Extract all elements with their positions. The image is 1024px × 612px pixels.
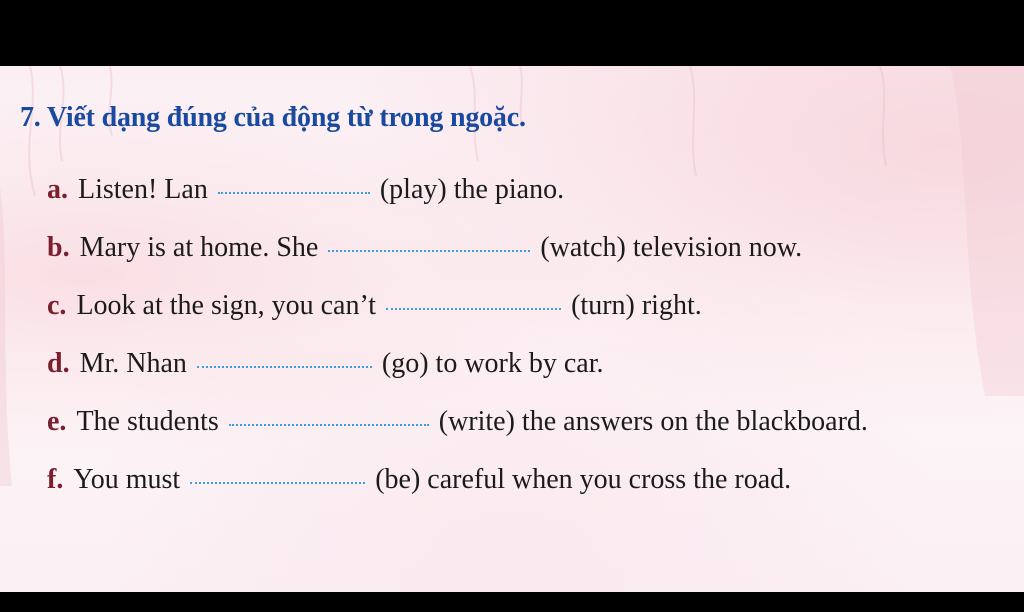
exercise-item-e bbox=[47, 406, 868, 438]
item-text-after: (turn) right. bbox=[571, 290, 702, 321]
bottom-letterbox bbox=[0, 592, 1024, 612]
background-decoration bbox=[0, 66, 1024, 592]
item-text-after: (go) to work by car. bbox=[381, 348, 604, 379]
answer-blank bbox=[197, 364, 372, 368]
answer-blank bbox=[218, 190, 370, 194]
item-letter: f. bbox=[47, 464, 64, 495]
worksheet-page bbox=[0, 66, 1024, 592]
item-letter: d. bbox=[47, 348, 70, 379]
exercise-item-c bbox=[47, 290, 702, 322]
item-text-before: Mr. Nhan bbox=[79, 348, 187, 379]
item-text-after: (be) careful when you cross the road. bbox=[375, 464, 792, 495]
item-letter: b. bbox=[47, 232, 70, 263]
item-letter: a. bbox=[47, 174, 68, 205]
exercise-item-f bbox=[47, 464, 791, 496]
exercise-item-d bbox=[47, 348, 604, 380]
item-text-before: Mary is at home. She bbox=[79, 232, 319, 263]
exercise-item-a bbox=[47, 174, 564, 206]
item-text-after: (watch) television now. bbox=[540, 232, 803, 263]
answer-blank bbox=[190, 480, 365, 484]
exercise-title: 7. Viết dạng đúng của động từ trong ngoặc. bbox=[20, 102, 526, 133]
exercise-item-b bbox=[47, 232, 802, 264]
answer-blank bbox=[328, 248, 530, 252]
item-letter: c. bbox=[47, 290, 67, 321]
answer-blank bbox=[386, 306, 561, 310]
answer-blank bbox=[229, 422, 429, 426]
top-letterbox bbox=[0, 0, 1024, 66]
item-text-before: Listen! Lan bbox=[78, 174, 208, 205]
item-text-after: (write) the answers on the blackboard. bbox=[438, 406, 868, 437]
item-text-after: (play) the piano. bbox=[379, 174, 565, 205]
item-text-before: You must bbox=[73, 464, 181, 495]
item-text-before: Look at the sign, you can’t bbox=[76, 290, 377, 321]
item-text-before: The students bbox=[76, 406, 219, 437]
item-letter: e. bbox=[47, 406, 67, 437]
